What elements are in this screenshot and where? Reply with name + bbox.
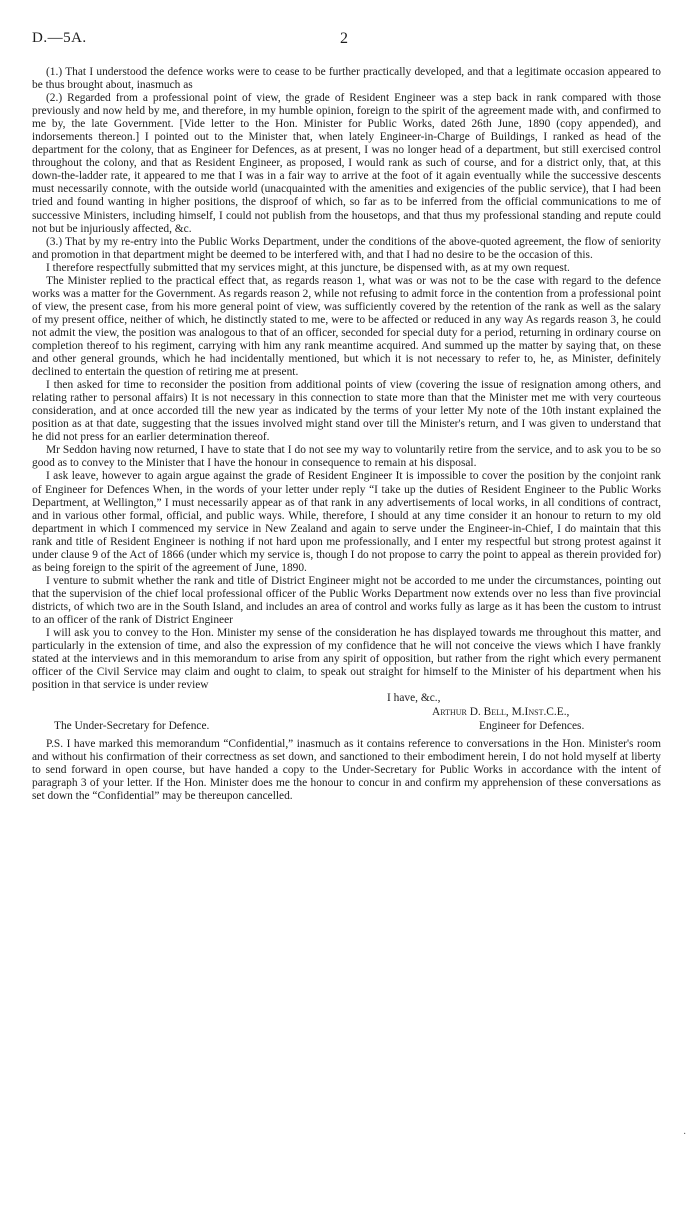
signatory-title: Engineer for Defences.	[479, 720, 585, 733]
paragraph-minister-reply: The Minister replied to the practical effect that, as regards reason 1, what was or was not to be the case with regard to the defence works was a matter for the Government. As regards reason 2, while not refusing to admit force in the contention from a professional point of view, the present case, from his more general point of view, was sufficiently covered by the retention of the rank as well as the salary of my present office, neither of which, he distinctly stated to me, were to be affected or reduced in any way As regards reason 3, he could not admit the view, the position was analogous to that of an officer, seconded for special duty for a period, returning in ordinary course on completion thereof to his regiment, carrying with him any rank meantime acquired. And summed up the matter by saying that, on these and other general grounds, which he had incidentally mentioned, but which it is not necessary to refer to, he, as Minister, definitely declined to entertain the question of retiring me at present.	[32, 274, 661, 379]
paragraph-reason-1: (1.) That I understood the defence works were to cease to be further practically developed, and that a legitimate occasion appeared to be thus brought about, inasmuch as	[32, 66, 661, 92]
addressee: The Under-Secretary for Defence.	[54, 720, 210, 733]
paragraph-closing-remarks: I will ask you to convey to the Hon. Minister my sense of the consideration he has displayed towards me throughout this matter, and particularly in the extension of time, and also the expression of my confidence that he will not conceive the views which I have frankly stated at the interviews and in this memorandum to arise from any spirit of opposition, but rather from the right which every permanent officer of the Civil Service may claim and ought to claim, to speak out straight for himself to the Minister of his department when his position in that service is under review	[32, 627, 661, 692]
page-header	[32, 30, 668, 50]
paragraph-reason-3: (3.) That by my re-entry into the Public Works Department, under the conditions of the above-quoted agreement, the flow of seniority and promotion in that department might be deemed to be interfered with, and that I had no desire to be the occasion of this.	[32, 235, 661, 261]
complimentary-close: I have, &c.,	[387, 692, 441, 705]
page-number: 2	[340, 30, 348, 47]
margin-mark: ·	[683, 1129, 687, 1140]
memorandum-body	[32, 66, 661, 803]
paragraph-reason-2: (2.) Regarded from a professional point of view, the grade of Resident Engineer was a step back in rank compared with those previously and now held by me, and therefore, in my humble opinion, foreign to the spirit of the agreement made with, and confirmed to me by, the late Government. [Vide letter to the Hon. Minister for Public Works, dated 26th June, 1890 (copy appended), and indorsements thereon.] I pointed out to the Minister that, when lately Engineer-in-Charge of Buildings, I ranked as head of the department for the colony, that as Engineer for Defences, as at present, I was no longer head of a department, but still exercised control throughout the colony, and that as Resident Engineer, as proposed, I would rank as such of course, and for a district only, that, at this down-the-ladder rate, it appeared to me that I was in a fair way to arrive at the foot of it again eventually while the successive descents must necessarily connote, with the outside world (unacquainted with the amenities and exigencies of the public service), that I had been tried and found wanting in higher positions, the disproof of which, so far as to be inferred from the official communications to me of successive Ministers, including himself, I could not publish from the housetops, and that thus my professional standing and repute could not but be injuriously affected, &c.	[32, 92, 661, 235]
postscript: P.S. I have marked this memorandum “Confidential,” inasmuch as it contains reference to conversations in the Hon. Minister's room and without his confirmation of their correctness as set down, and sanctioned to their embodiment herein, I do not hold myself at liberty to send forward in open course, but have handed a copy to the Under-Secretary for Public Works in accordance with the intent of paragraph 3 of your letter. If the Hon. Minister does me the honour to concur in and confirm my apprehension of these conversations as set down the “Confidential” may be thereupon cancelled.	[32, 738, 661, 803]
paragraph-request: I therefore respectfully submitted that my services might, at this juncture, be dispensed with, as at my own request.	[46, 261, 570, 274]
paragraph-grade-argument: I ask leave, however to again argue against the grade of Resident Engineer It is impossible to cover the position by the conjoint rank of Engineer for Defences When, in the words of your letter under reply “I take up the duties of Resident Engineer to the Public Works Department, at Wellington,” I must necessarily appear as of that rank in any advertisements of local works, in all conditions of contract, and in various other formal, official, and public ways. While, therefore, I should at any time consider it an honour to return to my old department in which I commenced my service in New Zealand and again to serve under the Engineer-in-Chief, I do maintain that this rank and title of Resident Engineer is nothing if not hard upon me professionally, and I enter my respectful but strong protest against it under clause 9 of the Act of 1866 (under which my service is, though I do not propose to carry the point to appeal as therein provided for) as being foreign to the spirit of the agreement of June, 1890.	[32, 470, 661, 574]
document-reference: D.—5A.	[32, 30, 87, 46]
signature-block	[32, 692, 661, 734]
paragraph-district-engineer: I venture to submit whether the rank and title of District Engineer might not be accorded to me under the circumstances, pointing out that the supervision of the chief local professional officer of the Public Works Department now extends over no less than five provincial districts, of which two are in the South Island, and includes an area of control and works fully as large as it has been the custom to intrust to an officer of the rank of District Engineer	[32, 574, 661, 626]
paragraph-seddon-returned: Mr Seddon having now returned, I have to state that I do not see my way to voluntarily retire from the service, and to ask you to be so good as to convey to the Minister that I have the honour in consequence to remain at his disposal.	[32, 444, 661, 470]
paragraph-time-request: I then asked for time to reconsider the position from additional points of view (covering the issue of resignation among others, and relating rather to personal affairs) It is not necessary in this connection to state more than that the Minister met me with very courteous consideration, and at once accorded till the new year as indicated by the terms of your letter My note of the 10th instant explained the position as at that date, suggesting that the issues involved might stand over till the Minister's return, and I was given to understand that he did not press for an earlier determination thereof.	[32, 379, 661, 444]
signatory-name: Arthur D. Bell, M.Inst.C.E.,	[432, 706, 570, 719]
